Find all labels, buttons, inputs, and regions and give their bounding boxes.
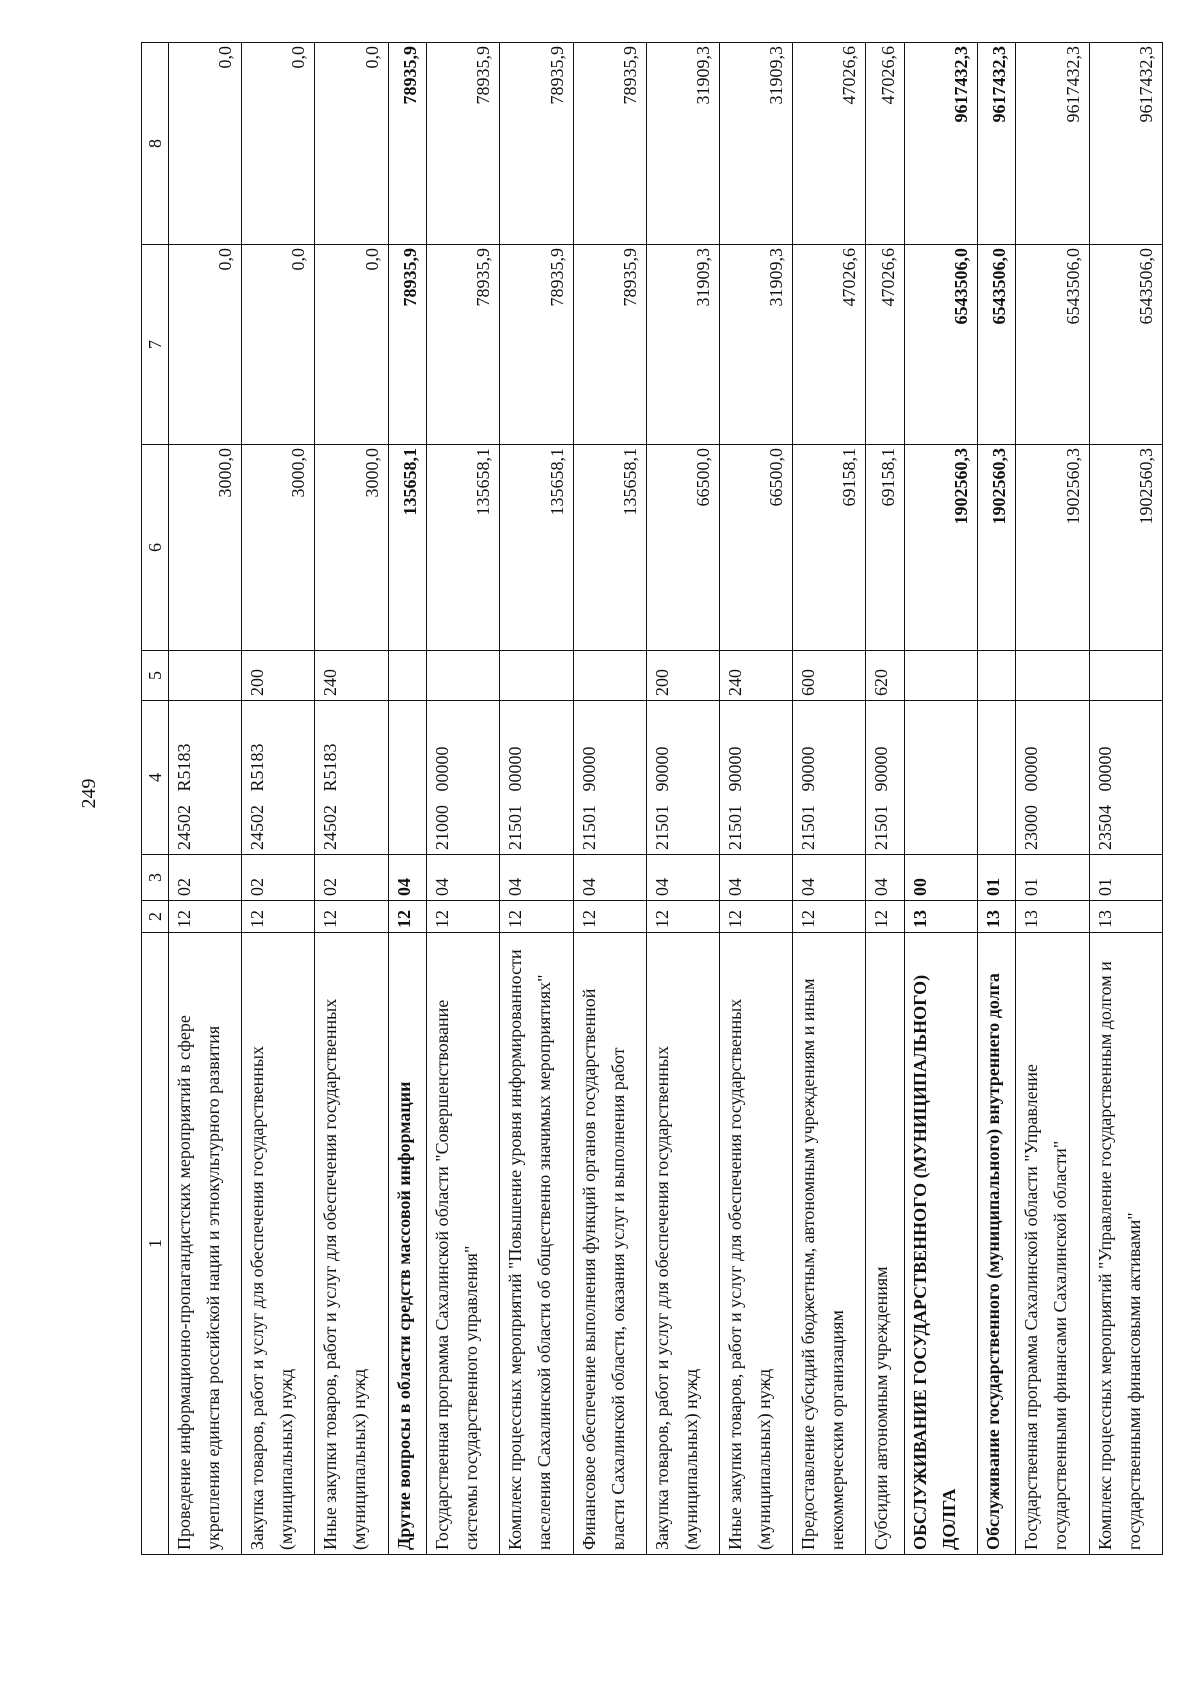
expense-type-code: 240 — [315, 651, 388, 701]
amount-col6: 135658,1 — [427, 445, 500, 651]
table-row — [866, 43, 904, 1555]
col-header-6: 6 — [142, 445, 169, 651]
amount-col8: 9617432,3 — [904, 43, 977, 245]
expense-type-code — [427, 651, 500, 701]
col-header-7: 7 — [142, 245, 169, 445]
amount-col8: 78935,9 — [573, 43, 646, 245]
row-name: Государственная программа Сахалинской области "Совершенствование системы государственного управления" — [427, 933, 500, 1555]
row-name: ОБСЛУЖИВАНИЕ ГОСУДАРСТВЕННОГО (МУНИЦИПАЛЬНОГО) ДОЛГА — [904, 933, 977, 1555]
subsection-code: 01 — [978, 855, 1016, 901]
amount-col7: 6543506,0 — [1016, 245, 1089, 445]
expense-type-code: 200 — [242, 651, 315, 701]
row-name: Проведение информационно-пропагандистских мероприятий в сфере укрепления единства российской нации и этнокультурного развития — [169, 933, 242, 1555]
amount-col7: 6543506,0 — [978, 245, 1016, 445]
amount-col7: 31909,3 — [646, 245, 719, 445]
section-code: 13 — [978, 901, 1016, 933]
amount-col7: 78935,9 — [388, 245, 426, 445]
amount-col8: 0,0 — [242, 43, 315, 245]
target-article-code: 21501 90000 — [793, 701, 866, 855]
section-code: 12 — [427, 901, 500, 933]
target-article-code: 21000 00000 — [427, 701, 500, 855]
target-article-code: 21501 90000 — [719, 701, 792, 855]
target-article-code: 21501 90000 — [573, 701, 646, 855]
amount-col6: 1902560,3 — [1089, 445, 1162, 651]
table-row — [646, 43, 719, 1555]
section-code: 13 — [904, 901, 977, 933]
amount-col6: 1902560,3 — [978, 445, 1016, 651]
column-number-row — [142, 43, 169, 1555]
subsection-code: 02 — [315, 855, 388, 901]
subsection-code: 04 — [719, 855, 792, 901]
row-name: Иные закупки товаров, работ и услуг для обеспечения государственных (муниципальных) нужд — [719, 933, 792, 1555]
expense-type-code — [500, 651, 573, 701]
expense-type-code: 600 — [793, 651, 866, 701]
subsection-code: 04 — [793, 855, 866, 901]
table-row — [573, 43, 646, 1555]
table-row — [904, 43, 977, 1555]
amount-col8: 31909,3 — [719, 43, 792, 245]
table-row — [793, 43, 866, 1555]
amount-col8: 47026,6 — [793, 43, 866, 245]
subsection-code: 04 — [866, 855, 904, 901]
subsection-code: 04 — [573, 855, 646, 901]
row-name: Субсидии автономным учреждениям — [866, 933, 904, 1555]
amount-col8: 78935,9 — [500, 43, 573, 245]
amount-col8: 47026,6 — [866, 43, 904, 245]
amount-col7: 31909,3 — [719, 245, 792, 445]
table-row — [169, 43, 242, 1555]
target-article-code: 24502 R5183 — [242, 701, 315, 855]
section-code: 12 — [866, 901, 904, 933]
subsection-code: 04 — [427, 855, 500, 901]
target-article-code: 21501 90000 — [866, 701, 904, 855]
section-code: 12 — [169, 901, 242, 933]
expense-type-code — [978, 651, 1016, 701]
expense-type-code: 240 — [719, 651, 792, 701]
amount-col6: 66500,0 — [646, 445, 719, 651]
col-header-4: 4 — [142, 701, 169, 855]
amount-col8: 78935,9 — [427, 43, 500, 245]
table-row — [1016, 43, 1089, 1555]
section-code: 13 — [1016, 901, 1089, 933]
amount-col7: 78935,9 — [573, 245, 646, 445]
amount-col6: 135658,1 — [573, 445, 646, 651]
target-article-code: 23504 00000 — [1089, 701, 1162, 855]
amount-col7: 0,0 — [315, 245, 388, 445]
section-code: 12 — [315, 901, 388, 933]
row-name: Финансовое обеспечение выполнения функций органов государственной власти Сахалинской области, оказания услуг и выполнения работ — [573, 933, 646, 1555]
row-name: Предоставление субсидий бюджетным, автономным учреждениям и иным некоммерческим организациям — [793, 933, 866, 1555]
row-name: Комплекс процессных мероприятий "Управление государственным долгом и государственными финансовыми активами" — [1089, 933, 1162, 1555]
target-article-code: 21501 00000 — [500, 701, 573, 855]
expense-type-code: 200 — [646, 651, 719, 701]
target-article-code — [978, 701, 1016, 855]
amount-col6: 3000,0 — [242, 445, 315, 651]
subsection-code: 01 — [1089, 855, 1162, 901]
amount-col6: 3000,0 — [315, 445, 388, 651]
section-code: 12 — [793, 901, 866, 933]
col-header-1: 1 — [142, 933, 169, 1555]
expense-type-code — [1089, 651, 1162, 701]
amount-col7: 0,0 — [242, 245, 315, 445]
section-code: 13 — [1089, 901, 1162, 933]
row-name: Закупка товаров, работ и услуг для обеспечения государственных (муниципальных) нужд — [242, 933, 315, 1555]
page-number: 249 — [78, 778, 100, 809]
amount-col6: 1902560,3 — [904, 445, 977, 651]
row-name: Государственная программа Сахалинской области "Управление государственными финансами Сахалинской области" — [1016, 933, 1089, 1555]
table-body — [169, 43, 1163, 1555]
col-header-8: 8 — [142, 43, 169, 245]
row-name: Обслуживание государственного (муниципального) внутреннего долга — [978, 933, 1016, 1555]
col-header-3: 3 — [142, 855, 169, 901]
section-code: 12 — [719, 901, 792, 933]
target-article-code: 24502 R5183 — [169, 701, 242, 855]
amount-col8: 0,0 — [315, 43, 388, 245]
amount-col8: 0,0 — [169, 43, 242, 245]
table-row — [242, 43, 315, 1555]
amount-col8: 31909,3 — [646, 43, 719, 245]
amount-col6: 69158,1 — [866, 445, 904, 651]
subsection-code: 02 — [169, 855, 242, 901]
amount-col7: 78935,9 — [427, 245, 500, 445]
row-name: Закупка товаров, работ и услуг для обеспечения государственных (муниципальных) нужд — [646, 933, 719, 1555]
section-code: 12 — [242, 901, 315, 933]
table-row — [315, 43, 388, 1555]
expense-type-code — [169, 651, 242, 701]
table-row — [978, 43, 1016, 1555]
subsection-code: 04 — [500, 855, 573, 901]
target-article-code: 23000 00000 — [1016, 701, 1089, 855]
row-name: Комплекс процессных мероприятий "Повышение уровня информированности населения Сахалинской области об общественно значимых мероприятиях" — [500, 933, 573, 1555]
amount-col7: 0,0 — [169, 245, 242, 445]
table-row — [500, 43, 573, 1555]
amount-col8: 9617432,3 — [978, 43, 1016, 245]
amount-col7: 6543506,0 — [904, 245, 977, 445]
budget-table — [141, 42, 1163, 1555]
subsection-code: 01 — [1016, 855, 1089, 901]
col-header-2: 2 — [142, 901, 169, 933]
amount-col7: 6543506,0 — [1089, 245, 1162, 445]
table-row — [1089, 43, 1162, 1555]
amount-col7: 47026,6 — [793, 245, 866, 445]
expense-type-code — [573, 651, 646, 701]
section-code: 12 — [500, 901, 573, 933]
target-article-code — [388, 701, 426, 855]
amount-col8: 78935,9 — [388, 43, 426, 245]
target-article-code: 21501 90000 — [646, 701, 719, 855]
expense-type-code — [388, 651, 426, 701]
section-code: 12 — [388, 901, 426, 933]
subsection-code: 00 — [904, 855, 977, 901]
subsection-code: 04 — [388, 855, 426, 901]
amount-col8: 9617432,3 — [1089, 43, 1162, 245]
amount-col6: 135658,1 — [500, 445, 573, 651]
col-header-5: 5 — [142, 651, 169, 701]
subsection-code: 02 — [242, 855, 315, 901]
table-row — [427, 43, 500, 1555]
table-row — [388, 43, 426, 1555]
table-row — [719, 43, 792, 1555]
section-code: 12 — [646, 901, 719, 933]
amount-col6: 69158,1 — [793, 445, 866, 651]
expense-type-code — [1016, 651, 1089, 701]
amount-col7: 47026,6 — [866, 245, 904, 445]
section-code: 12 — [573, 901, 646, 933]
expense-type-code — [904, 651, 977, 701]
amount-col6: 66500,0 — [719, 445, 792, 651]
rotated-table-container — [141, 43, 1163, 1555]
target-article-code — [904, 701, 977, 855]
row-name: Иные закупки товаров, работ и услуг для обеспечения государственных (муниципальных) нужд — [315, 933, 388, 1555]
row-name: Другие вопросы в области средств массовой информации — [388, 933, 426, 1555]
amount-col6: 135658,1 — [388, 445, 426, 651]
amount-col8: 9617432,3 — [1016, 43, 1089, 245]
amount-col7: 78935,9 — [500, 245, 573, 445]
amount-col6: 1902560,3 — [1016, 445, 1089, 651]
subsection-code: 04 — [646, 855, 719, 901]
expense-type-code: 620 — [866, 651, 904, 701]
target-article-code: 24502 R5183 — [315, 701, 388, 855]
amount-col6: 3000,0 — [169, 445, 242, 651]
